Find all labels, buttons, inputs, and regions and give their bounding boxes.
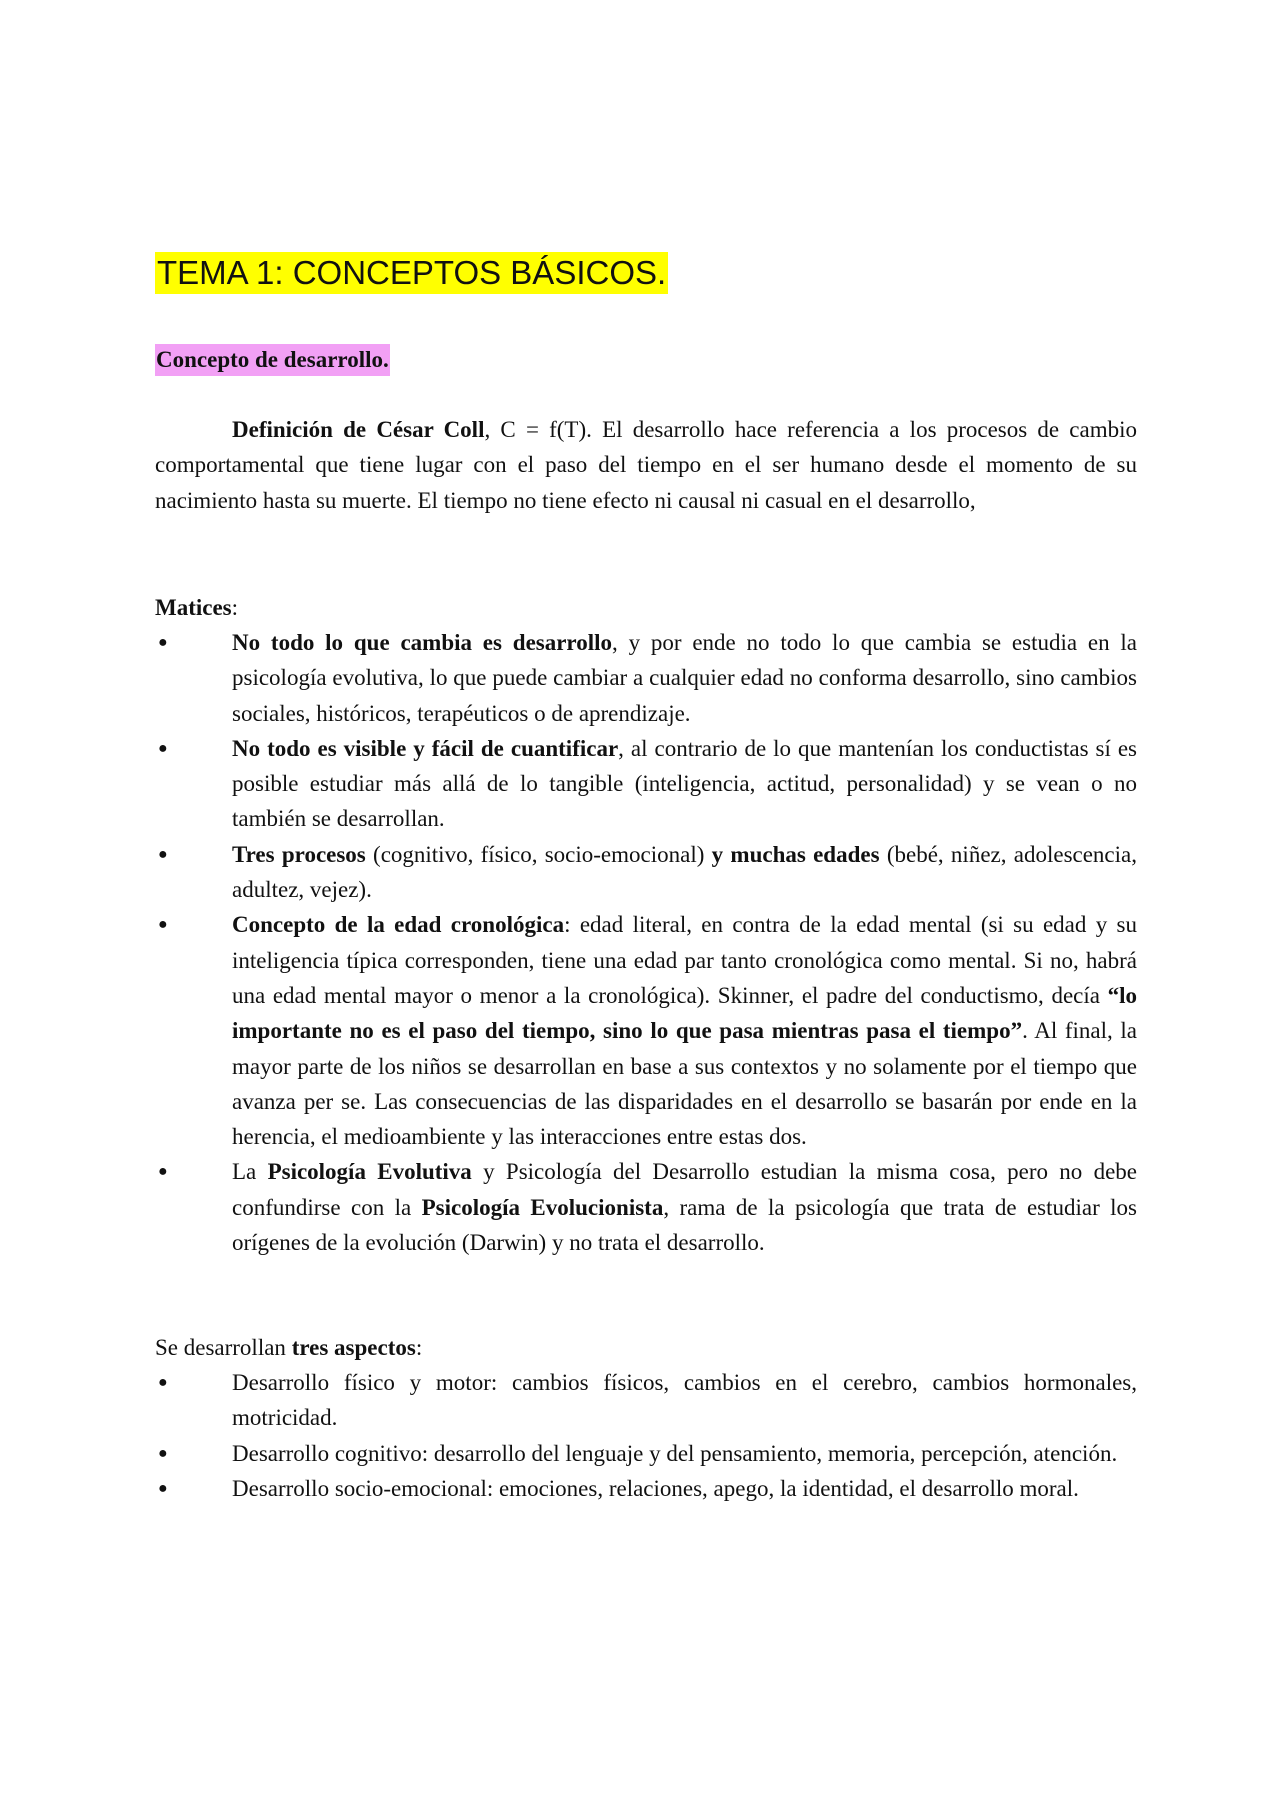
bullet-icon: ●: [158, 1444, 168, 1462]
definition-text: , C = f(T). El desarrollo hace referencia a los procesos de cambio comportamental que tiene lugar con el paso del tiempo en el ser humano desde el momento de su nacimiento hasta su muerte. El tiempo no tiene efecto ni causal ni casual en el desarrollo,: [155, 417, 1137, 513]
bullet-icon: ●: [158, 739, 168, 757]
definition-paragraph: [155, 412, 1137, 518]
matices-label: Matices:: [155, 595, 239, 620]
bullet-icon: ●: [158, 634, 168, 651]
list-item: ● Desarrollo socio-emocional: emociones, relaciones, apego, la identidad, el desarrollo moral.: [155, 1471, 1137, 1506]
list-item: ● No todo es visible y fácil de cuantificar, al contrario de lo que mantenían los conductistas sí es posible estudiar más allá de lo tangible (inteligencia, actitud, personalidad) y se vean o no también se desarrollan.: [155, 731, 1137, 837]
list-item: ● No todo lo que cambia es desarrollo, y por ende no todo lo que cambia se estudia en la psicología evolutiva, lo que puede cambiar a cualquier edad no conforma desarrollo, sino cambios sociales, históricos, terapéuticos o de aprendizaje.: [155, 625, 1137, 731]
definition-term: Definición de César Coll: [232, 417, 485, 442]
skinner-quote: “lo importante no es el paso del tiempo, sino lo que pasa mientras pasa el tiempo”: [232, 982, 1137, 1044]
bullet-icon: ●: [158, 1163, 168, 1181]
list-item: ● Tres procesos (cognitivo, físico, socio-emocional) y muchas edades (bebé, niñez, adolescencia, adultez, vejez).: [155, 837, 1137, 908]
bullet-icon: ●: [158, 1479, 168, 1497]
bullet-icon: ●: [158, 1374, 168, 1391]
aspectos-list: [155, 1365, 1137, 1506]
aspectos-intro: Se desarrollan tres aspectos:: [155, 1335, 423, 1360]
list-item: ● Desarrollo físico y motor: cambios físicos, cambios en el cerebro, cambios hormonales, motricidad.: [155, 1365, 1137, 1436]
matices-list: [155, 625, 1137, 1260]
section-heading: Concepto de desarrollo.: [155, 344, 390, 376]
bullet-icon: ●: [158, 845, 168, 863]
page-title: TEMA 1: CONCEPTOS BÁSICOS.: [155, 252, 668, 294]
list-item: ● Desarrollo cognitivo: desarrollo del lenguaje y del pensamiento, memoria, percepción, atención.: [155, 1436, 1137, 1471]
list-item: ● La Psicología Evolutiva y Psicología del Desarrollo estudian la misma cosa, pero no debe confundirse con la Psicología Evolucionista, rama de la psicología que trata de estudiar los orígenes de la evolución (Darwin) y no trata el desarrollo.: [155, 1154, 1137, 1260]
list-item: ● Concepto de la edad cronológica: edad literal, en contra de la edad mental (si su edad y su inteligencia típica corresponden, tiene una edad par tanto cronológica como mental. Si no, habrá una edad mental mayor o menor a la cronológica). Skinner, el padre del conductismo, decía “lo importante no es el paso del tiempo, sino lo que pasa mientras pasa el tiempo”. Al final, la mayor parte de los niños se desarrollan en base a sus contextos y no solamente por el tiempo que avanza per se. Las consecuencias de las disparidades en el desarrollo se basarán por ende en la herencia, el medioambiente y las interacciones entre estas dos.: [155, 907, 1137, 1154]
bullet-icon: ●: [158, 916, 168, 934]
